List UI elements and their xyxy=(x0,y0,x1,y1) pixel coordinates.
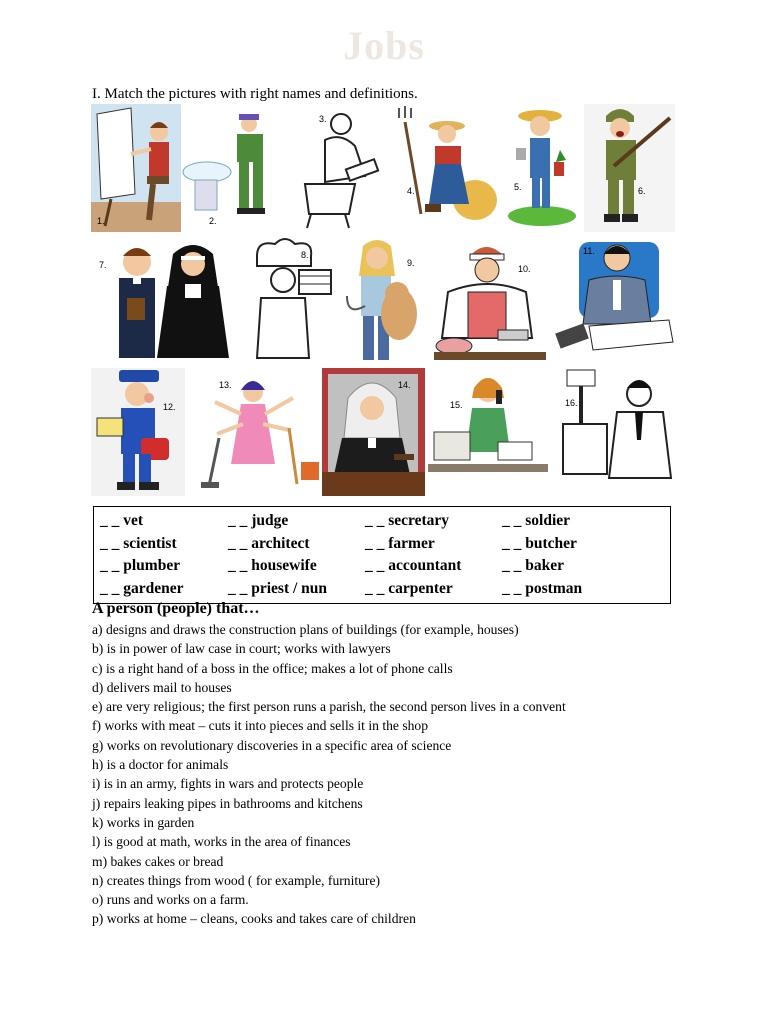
definition-item: d) delivers mail to houses xyxy=(92,679,232,695)
picture-grid xyxy=(91,104,675,500)
definition-item: i) is in an army, fights in wars and protects people xyxy=(92,776,364,792)
definition-item: c) is a right hand of a boss in the office; makes a lot of phone calls xyxy=(92,660,453,676)
word-column-1 xyxy=(100,510,184,600)
picture-architect xyxy=(91,104,181,232)
word-item[interactable]: _ _ accountant xyxy=(365,557,462,574)
picture-carpenter xyxy=(285,104,381,232)
picture-butcher xyxy=(428,236,546,364)
picture-postman xyxy=(91,368,185,496)
picture-scientist xyxy=(555,368,675,496)
picture-number: 10. xyxy=(518,264,531,274)
word-item[interactable]: _ _ gardener xyxy=(100,579,184,597)
picture-soldier xyxy=(584,104,675,232)
word-item[interactable]: _ _ housewife xyxy=(228,557,317,574)
picture-vet xyxy=(337,236,425,364)
definition-item: m) bakes cakes or bread xyxy=(92,853,224,869)
definition-item: b) is in power of law case in court; works with lawyers xyxy=(92,641,391,657)
word-item[interactable]: _ _ architect xyxy=(228,534,310,552)
definition-item: h) is a doctor for animals xyxy=(92,757,229,773)
picture-number: 13. xyxy=(219,380,232,390)
definition-item: g) works on revolutionary discoveries in a specific area of science xyxy=(92,737,452,753)
picture-number: 14. xyxy=(398,380,411,390)
word-item[interactable]: _ _ judge xyxy=(228,512,289,529)
picture-housewife xyxy=(197,368,323,496)
picture-gardener xyxy=(502,104,582,232)
word-bank xyxy=(93,506,671,604)
word-item[interactable]: _ _ baker xyxy=(502,557,564,574)
definition-item: o) runs and works on a farm. xyxy=(92,892,249,908)
word-item[interactable]: _ _ secretary xyxy=(365,512,450,529)
page-title: Jobs xyxy=(343,23,425,68)
word-item[interactable]: _ _ priest / nun xyxy=(228,579,328,597)
word-item[interactable]: _ _ plumber xyxy=(100,557,181,574)
picture-secretary xyxy=(428,368,548,496)
word-column-4 xyxy=(502,510,582,600)
picture-judge xyxy=(322,368,425,496)
picture-number: 9. xyxy=(407,258,415,268)
word-item[interactable]: _ _ butcher xyxy=(502,534,577,552)
picture-number: 6. xyxy=(638,186,646,196)
picture-number: 2. xyxy=(209,216,217,226)
picture-priest-and-nun xyxy=(97,236,241,364)
word-column-3 xyxy=(365,510,461,600)
word-item[interactable]: _ _ carpenter xyxy=(365,579,453,597)
word-item[interactable]: _ _ soldier xyxy=(502,512,571,529)
picture-number: 12. xyxy=(163,402,176,412)
word-item[interactable]: _ _ farmer xyxy=(365,534,435,552)
picture-number: 3. xyxy=(319,114,327,124)
definition-item: p) works at home – cleans, cooks and takes care of children xyxy=(92,911,416,927)
definition-item: a) designs and draws the construction plans of buildings (for example, houses) xyxy=(92,622,519,637)
exercise-instruction: I. Match the pictures with right names and definitions. xyxy=(92,86,418,102)
definition-item: n) creates things from wood ( for example, furniture) xyxy=(92,872,381,888)
picture-number: 8. xyxy=(301,250,309,260)
picture-number: 4. xyxy=(407,186,415,196)
definition-item: j) repairs leaking pipes in bathrooms and kitchens xyxy=(92,795,363,811)
definitions-list xyxy=(92,620,566,929)
picture-accountant xyxy=(549,236,675,364)
definition-item: k) works in garden xyxy=(92,814,195,830)
picture-row-2 xyxy=(91,236,675,368)
picture-number: 1. xyxy=(97,216,105,226)
definition-item: f) works with meat – cuts it into pieces and sells it in the shop xyxy=(92,718,429,734)
word-item[interactable]: _ _ scientist xyxy=(100,534,177,552)
picture-row-1 xyxy=(91,104,675,236)
picture-number: 15. xyxy=(450,400,463,410)
picture-plumber xyxy=(181,104,285,232)
definition-item: e) are very religious; the first person runs a parish, the second person lives in a convent xyxy=(92,699,566,715)
picture-number: 7. xyxy=(99,260,107,270)
picture-row-3 xyxy=(91,368,675,500)
picture-number: 16. xyxy=(565,398,578,408)
word-column-2 xyxy=(228,510,327,600)
picture-number: 11. xyxy=(583,246,595,256)
word-item[interactable]: _ _ vet xyxy=(100,512,144,529)
picture-number: 5. xyxy=(514,182,522,192)
picture-baker xyxy=(243,236,335,364)
picture-farmer xyxy=(397,104,497,232)
definitions-heading: A person (people) that… xyxy=(92,600,260,617)
definition-item: l) is good at math, works in the area of finances xyxy=(92,834,351,850)
word-item[interactable]: _ _ postman xyxy=(502,579,583,597)
